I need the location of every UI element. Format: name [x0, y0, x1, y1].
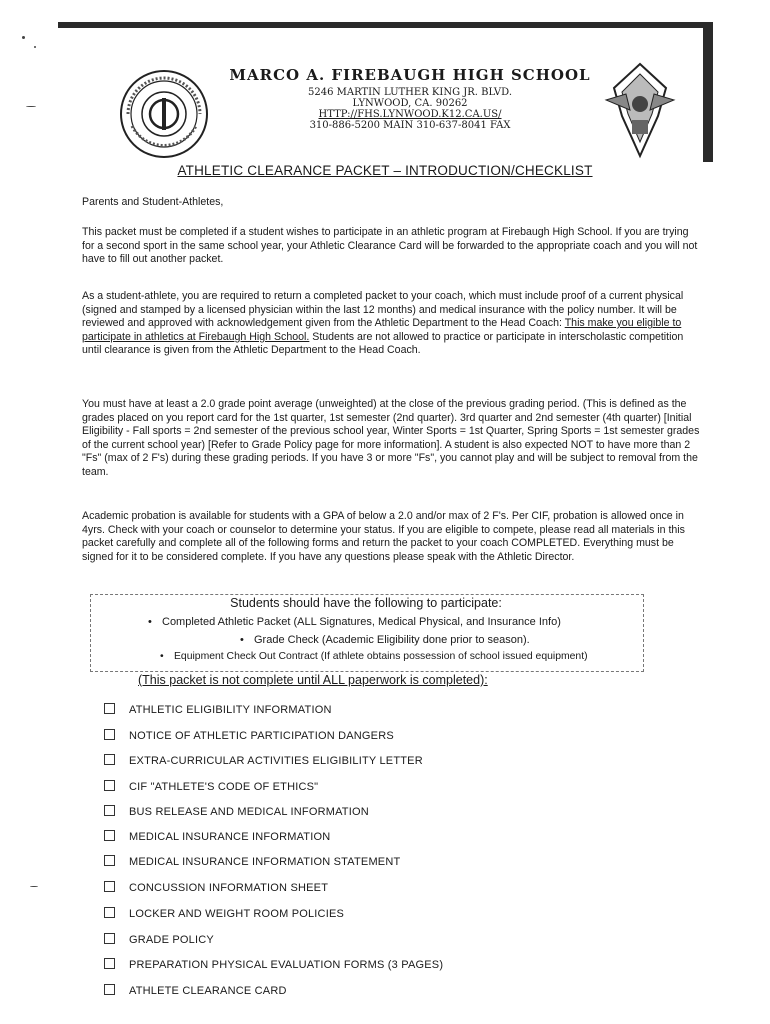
checkbox[interactable]	[104, 984, 115, 995]
school-seal-logo	[118, 68, 210, 160]
school-header	[220, 66, 600, 131]
scan-speck	[22, 36, 25, 39]
address-line-1: 5246 MARTIN LUTHER KING JR. BLVD.	[307, 87, 512, 98]
checklist-item[interactable]: MEDICAL INSURANCE INFORMATION STATEMENT	[104, 855, 400, 868]
checkbox[interactable]	[104, 729, 115, 740]
checklist-item[interactable]: CIF "ATHLETE'S CODE OF ETHICS"	[104, 780, 318, 793]
paragraph-probation: Academic probation is available for students with a GPA of below a 2.0 and/or max of 2 F's. Per CIF, probation is allowed once in 4yrs. Check with your coach or counselor to determine your status. If you are eligible to compete, please read all materials in this packet carefully and complete all of the following forms and return the packet to your coach COMPLETED. Everything must be signed for it to be considered complete. If you have any questions please speak with the Athletic Director.	[82, 510, 685, 563]
salutation: Parents and Student-Athletes,	[82, 196, 224, 208]
eligibility-statement: This make you eligible to participate in athletics at Firebaugh High School.	[82, 317, 682, 343]
checklist-item[interactable]: ATHLETE CLEARANCE CARD	[104, 984, 287, 997]
checkbox[interactable]	[104, 805, 115, 816]
requirement-item: • Equipment Check Out Contract (If athlete obtains possession of school issued equipment)	[160, 651, 588, 662]
scan-border-top	[58, 22, 713, 28]
checklist-item[interactable]: PREPARATION PHYSICAL EVALUATION FORMS (3 PAGES)	[104, 958, 443, 971]
paragraph-requirements	[82, 290, 702, 358]
checkbox[interactable]	[104, 754, 115, 765]
checklist-item[interactable]: EXTRA-CURRICULAR ACTIVITIES ELIGIBILITY LETTER	[104, 754, 423, 767]
requirement-item: • Grade Check (Academic Eligibility done prior to season).	[240, 634, 530, 646]
paragraph-intro: This packet must be completed if a student wishes to participate in an athletic program at Firebaugh High School. If you are trying for a second sport in the same school year, your Athletic Clearance Card will be forwarded to the appropriate coach and you will not have to fill out another packet.	[82, 226, 698, 266]
checklist-item[interactable]: ATHLETIC ELIGIBILITY INFORMATION	[104, 703, 332, 716]
school-crest-logo	[600, 60, 680, 160]
document-title: ATHLETIC CLEARANCE PACKET – INTRODUCTION/CHECKLIST	[177, 163, 593, 178]
checkbox[interactable]	[104, 907, 115, 918]
incomplete-note: (This packet is not complete until ALL paperwork is completed):	[138, 673, 488, 687]
checklist-item[interactable]: MEDICAL INSURANCE INFORMATION	[104, 830, 330, 843]
website-link[interactable]: HTTP://FHS.LYNWOOD.K12.CA.US/	[318, 109, 502, 120]
scan-border-right	[703, 22, 713, 162]
checkbox[interactable]	[104, 958, 115, 969]
checklist-item[interactable]: BUS RELEASE AND MEDICAL INFORMATION	[104, 805, 369, 818]
scan-speck	[26, 106, 36, 107]
phone-fax: 310-886-5200 MAIN 310-637-8041 FAX	[309, 120, 511, 131]
checkbox[interactable]	[104, 780, 115, 791]
paragraph-requirements-text-2: Students are not allowed to practice or participate in interscholastic competition until clearance is given from the Athletic Department to the Head Coach.	[82, 330, 684, 357]
checklist-item[interactable]: GRADE POLICY	[104, 933, 214, 946]
school-name: MARCO A. FIREBAUGH HIGH SCHOOL	[229, 66, 591, 84]
checkbox[interactable]	[104, 703, 115, 714]
checkbox[interactable]	[104, 881, 115, 892]
scan-speck	[34, 46, 36, 48]
requirements-heading: Students should have the following to participate:	[230, 596, 502, 610]
checklist-item[interactable]: CONCUSSION INFORMATION SHEET	[104, 881, 328, 894]
paragraph-requirements-text: As a student-athlete, you are required to return a completed packet to your coach, which must include proof of a current physical (signed and stamped by a licensed physician within the last 12 months) and medical insurance with the policy number. It will be reviewed and approved with acknowledgement given from the Athletic Department to the Head Coach:	[82, 290, 684, 330]
address-line-2: LYNWOOD, CA. 90262	[352, 98, 468, 109]
checkbox[interactable]	[104, 830, 115, 841]
checklist-item[interactable]: LOCKER AND WEIGHT ROOM POLICIES	[104, 907, 344, 920]
paragraph-gpa: You must have at least a 2.0 grade point average (unweighted) at the close of the previous grading period. (This is defined as the grades placed on you report card for the 1st quarter, 1st semester (2nd quarter). 3rd quarter and 2nd semester (4th quarter) [Initial Eligibility - Fall sports = 2nd semester of the previous school year, Winter Sports = 1st Quarter, Spring Sports = 1st semester grades of the current school year) [Refer to Grade Policy page for more information]. A student is also expected NOT to have more than 2 "Fs" (max of 2 F's) during these grading periods. If you have 3 or more "Fs", you cannot play and will be subject to removal from the team.	[82, 398, 700, 478]
requirement-item: • Completed Athletic Packet (ALL Signatures, Medical Physical, and Insurance Info)	[148, 616, 561, 628]
checkbox[interactable]	[104, 933, 115, 944]
scan-speck	[30, 886, 38, 887]
checkbox[interactable]	[104, 855, 115, 866]
checklist-item[interactable]: NOTICE OF ATHLETIC PARTICIPATION DANGERS	[104, 729, 394, 742]
